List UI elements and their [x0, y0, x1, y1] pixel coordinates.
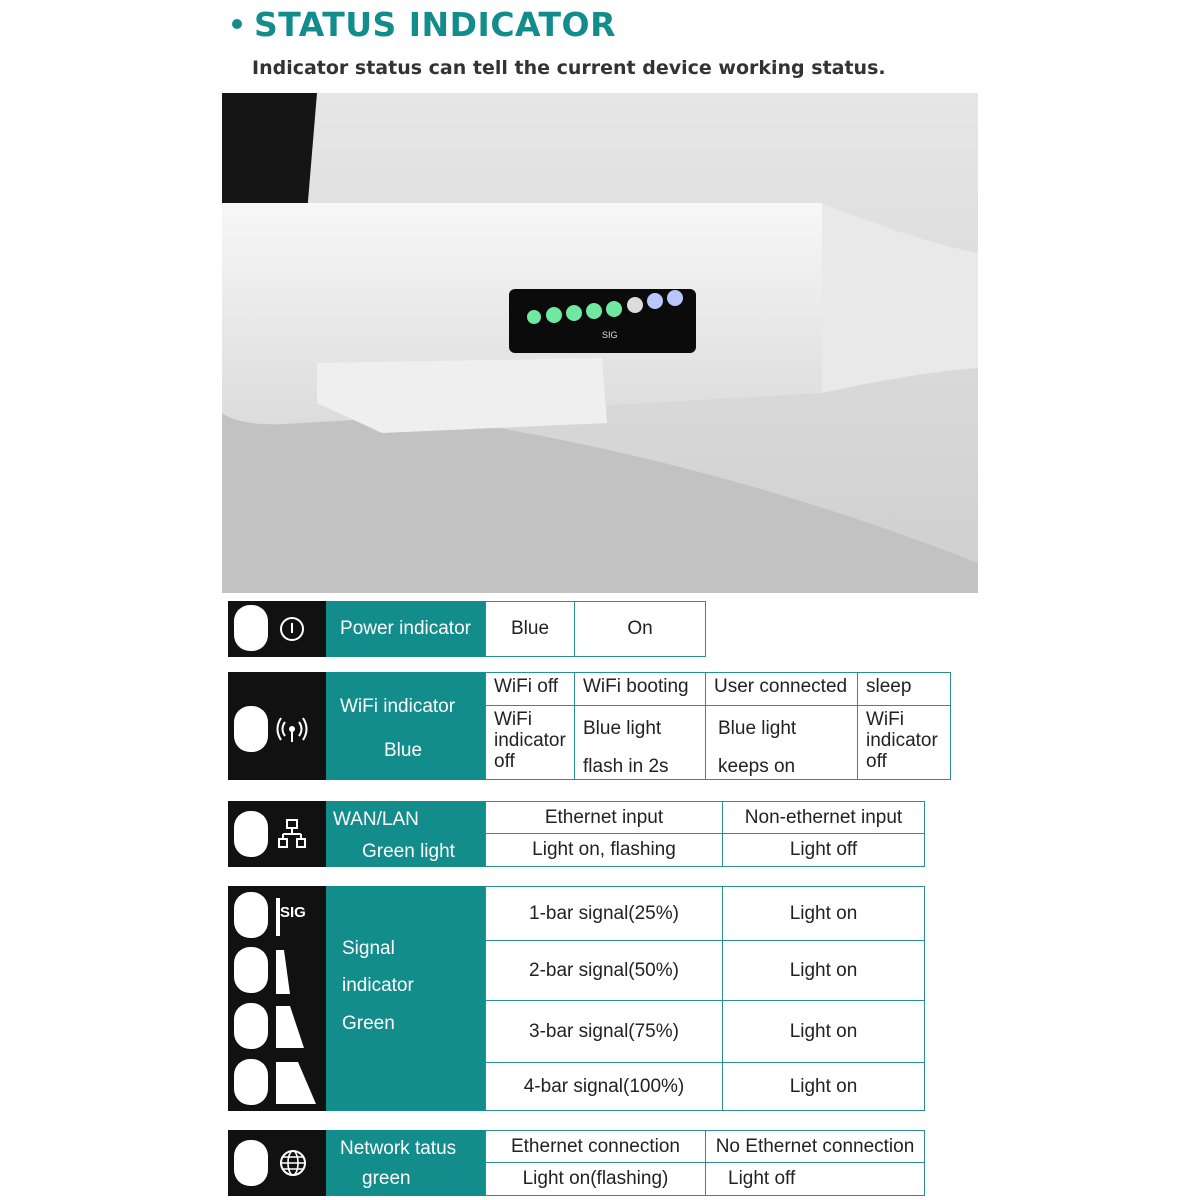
signal-sig-label: SIG — [280, 904, 306, 921]
signal-row4-state: Light on — [722, 1062, 925, 1111]
network-label — [326, 1130, 485, 1196]
wifi-col3-desc-line2: keeps on — [718, 756, 796, 777]
network-col2-head: No Ethernet connection — [705, 1130, 925, 1163]
led-wanlan — [627, 297, 643, 313]
wanlan-led-shape — [234, 811, 268, 857]
network-col1-head: Ethernet connection — [485, 1130, 706, 1163]
led-sig-4 — [606, 301, 622, 317]
wanlan-col1-value: Light on, flashing — [485, 833, 723, 867]
signal-led-shape-2 — [234, 947, 268, 993]
page-title-text: STATUS INDICATOR — [254, 4, 616, 44]
signal-row4-level: 4-bar signal(100%) — [485, 1062, 723, 1111]
wifi-col4-state: sleep — [857, 672, 951, 706]
wifi-col2-desc — [574, 705, 706, 780]
wifi-col1-state: WiFi off — [485, 672, 575, 706]
signal-led-shape-1 — [234, 892, 268, 938]
wifi-label — [326, 672, 485, 780]
wifi-col3-desc-line1: Blue light — [718, 718, 797, 739]
wifi-col2-state: WiFi booting — [574, 672, 706, 706]
network-label-line1: Network tatus — [340, 1138, 457, 1159]
wifi-col2-desc-line2: flash in 2s — [583, 756, 669, 777]
title-bullet — [232, 19, 242, 29]
network-col1-value: Light on(flashing) — [485, 1162, 706, 1196]
signal-bar-4 — [276, 1062, 316, 1104]
wifi-label-line1: WiFi indicator — [340, 696, 456, 717]
signal-led-shape-3 — [234, 1003, 268, 1049]
led-sig-label: SIG — [602, 330, 618, 340]
wifi-col4-desc-line2: indicator — [866, 730, 938, 751]
power-state: On — [574, 601, 706, 657]
wifi-col1-desc-line3: off — [494, 751, 515, 772]
signal-row1-level: 1-bar signal(25%) — [485, 886, 723, 941]
signal-bar-3 — [276, 1006, 304, 1048]
led-wifi — [647, 293, 663, 309]
wanlan-label-line1: WAN/LAN — [333, 809, 419, 830]
wifi-col3-state: User connected — [705, 672, 858, 706]
page-subtitle: Indicator status can tell the current device working status. — [252, 57, 886, 79]
device-bracket — [317, 358, 607, 433]
wifi-col1-desc-line1: WiFi — [494, 709, 532, 730]
wifi-col3-desc — [705, 705, 858, 780]
signal-row3-state: Light on — [722, 1000, 925, 1063]
wifi-col2-desc-line1: Blue light — [583, 718, 662, 739]
page-title — [232, 2, 616, 46]
wanlan-col2-head: Non-ethernet input — [722, 801, 925, 834]
wanlan-col2-value: Light off — [722, 833, 925, 867]
wanlan-col1-head: Ethernet input — [485, 801, 723, 834]
signal-row3-level: 3-bar signal(75%) — [485, 1000, 723, 1063]
globe-icon — [279, 1149, 307, 1177]
wanlan-label — [326, 801, 485, 867]
power-color: Blue — [485, 601, 575, 657]
power-icon — [279, 616, 305, 642]
network-led-shape — [234, 1140, 268, 1186]
wanlan-label-line2: Green light — [362, 841, 455, 862]
wifi-label-line2: Blue — [384, 740, 423, 761]
network-col2-value: Light off — [705, 1162, 925, 1196]
wifi-col4-desc — [857, 705, 951, 780]
led-sig-3 — [586, 303, 602, 319]
led-sig-1 — [546, 307, 562, 323]
led-sig-2 — [566, 305, 582, 321]
network-topology-icon — [278, 819, 306, 849]
led-power — [667, 290, 683, 306]
led-network — [527, 310, 541, 324]
signal-led-shape-4 — [234, 1059, 268, 1105]
signal-bars-icon — [270, 890, 326, 1110]
signal-label — [326, 886, 485, 1111]
wifi-led-shape — [234, 706, 268, 752]
signal-bar-1 — [276, 898, 280, 936]
signal-row1-state: Light on — [722, 886, 925, 941]
signal-row2-level: 2-bar signal(50%) — [485, 940, 723, 1001]
device-illustration — [222, 93, 978, 593]
wifi-col4-desc-line1: WiFi — [866, 709, 904, 730]
wifi-col1-desc — [485, 705, 575, 780]
wifi-col4-desc-line3: off — [866, 751, 887, 772]
wifi-col1-desc-line2: indicator — [494, 730, 566, 751]
dark-corner — [222, 93, 317, 213]
signal-label-line3: Green — [342, 1013, 395, 1034]
signal-label-line2: indicator — [342, 975, 414, 996]
signal-row2-state: Light on — [722, 940, 925, 1001]
signal-label-line1: Signal — [342, 938, 395, 959]
device-photo — [222, 93, 978, 593]
power-label: Power indicator — [326, 601, 485, 657]
wifi-icon — [276, 714, 308, 744]
signal-bar-2 — [276, 950, 290, 994]
network-label-line2: green — [362, 1168, 411, 1189]
power-led-shape — [234, 605, 268, 651]
